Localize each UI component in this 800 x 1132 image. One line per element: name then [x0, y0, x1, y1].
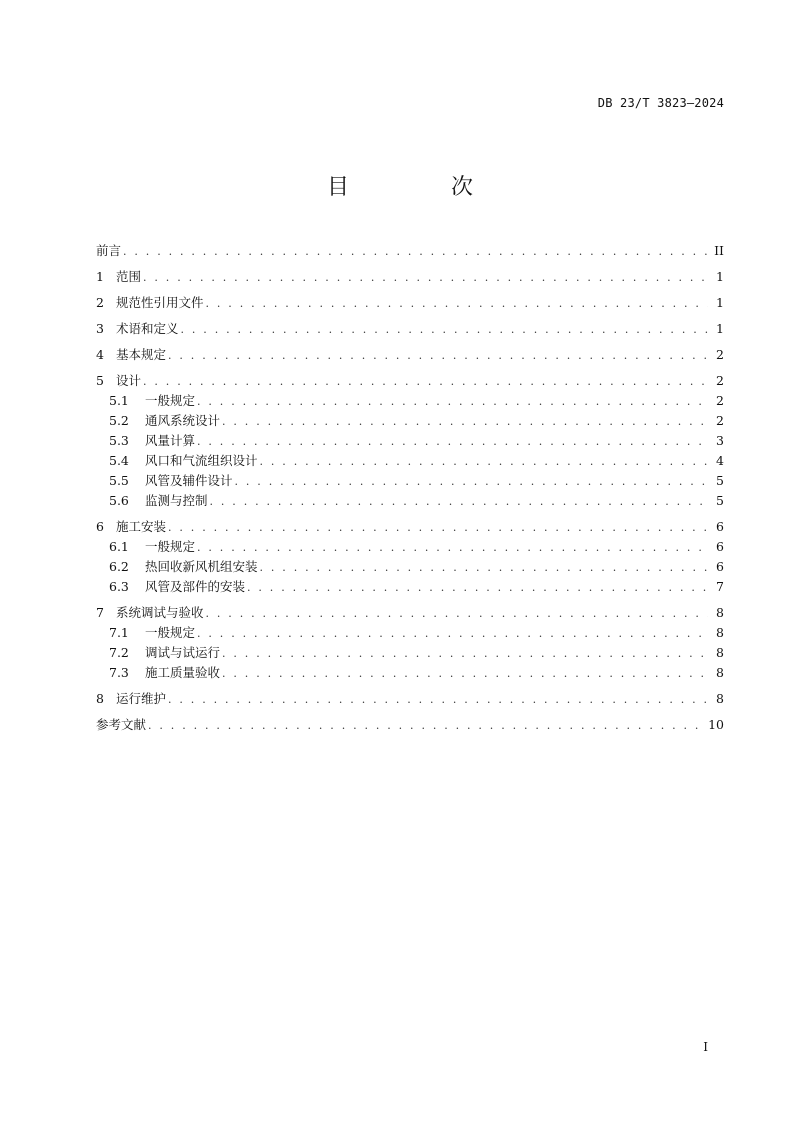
toc-entry-number: 7.1 [109, 625, 129, 640]
toc-entry-number: 7.2 [109, 645, 129, 660]
toc-entry-page: 2 [716, 393, 724, 408]
toc-entry-page: 8 [716, 605, 724, 620]
toc-entry-page: 6 [716, 519, 724, 534]
toc-entry-title: 施工质量验收 [145, 665, 221, 680]
toc-entry[interactable] [96, 471, 724, 491]
toc-leader-dots [123, 242, 708, 262]
toc-entry-number: 6.3 [109, 579, 129, 594]
toc-leader-dots [181, 320, 708, 340]
toc-entry-number: 5.5 [109, 473, 129, 488]
toc-entry-title: 调试与试运行 [145, 645, 221, 660]
toc-entry[interactable] [96, 431, 724, 451]
toc-entry-number: 5.6 [109, 493, 129, 508]
toc-entry-title: 通风系统设计 [145, 413, 221, 428]
toc-leader-dots [260, 558, 708, 578]
toc-entry-title: 风量计算 [145, 433, 196, 448]
toc-entry[interactable] [96, 689, 724, 709]
toc-entry[interactable] [96, 267, 724, 287]
toc-entry[interactable] [96, 451, 724, 471]
toc-entry-title: 设计 [116, 373, 142, 388]
toc-entry-page: 2 [716, 373, 724, 388]
toc-entry[interactable] [96, 293, 724, 313]
toc-leader-dots [197, 392, 708, 412]
toc-entry-title: 前言 [96, 243, 122, 258]
toc-entry-page: 1 [716, 295, 724, 310]
toc-entry-title: 术语和定义 [116, 321, 179, 336]
toc-entry-number: 6 [96, 519, 104, 534]
toc-leader-dots [206, 294, 708, 314]
toc-entry-page: 5 [716, 493, 724, 508]
toc-entry[interactable] [96, 391, 724, 411]
toc-entry-title: 一般规定 [145, 625, 196, 640]
toc-entry-title: 基本规定 [116, 347, 167, 362]
toc-entry[interactable] [96, 491, 724, 511]
toc-entry[interactable] [96, 345, 724, 365]
toc-entry-number: 5.4 [109, 453, 129, 468]
toc-entry[interactable] [96, 537, 724, 557]
toc-entry-number: 4 [96, 347, 104, 362]
toc-entry[interactable] [96, 241, 724, 261]
toc-entry-page: 8 [716, 625, 724, 640]
toc-entry-page: 2 [716, 347, 724, 362]
toc-leader-dots [247, 578, 708, 598]
toc-entry-page: 1 [716, 321, 724, 336]
toc-leader-dots [148, 716, 702, 736]
toc-entry-title: 风口和气流组织设计 [145, 453, 258, 468]
toc-entry-title: 风管及辅件设计 [145, 473, 233, 488]
toc-leader-dots [168, 346, 708, 366]
table-of-contents [96, 241, 724, 735]
toc-entry-number: 5.1 [109, 393, 129, 408]
toc-entry-title: 规范性引用文件 [116, 295, 204, 310]
toc-leader-dots [206, 604, 708, 624]
toc-entry-page: 4 [716, 453, 724, 468]
toc-leader-dots [235, 472, 708, 492]
toc-entry-title: 风管及部件的安装 [145, 579, 246, 594]
toc-entry-number: 5.3 [109, 433, 129, 448]
toc-entry-title: 范围 [116, 269, 142, 284]
toc-entry-title: 热回收新风机组安装 [145, 559, 258, 574]
toc-leader-dots [222, 412, 708, 432]
toc-entry-page: 3 [716, 433, 724, 448]
toc-entry-page: 10 [708, 717, 724, 732]
toc-entry-number: 7 [96, 605, 104, 620]
toc-entry[interactable] [96, 371, 724, 391]
toc-entry-number: 6.2 [109, 559, 129, 574]
toc-leader-dots [197, 432, 708, 452]
toc-entry-page: II [714, 243, 724, 258]
toc-leader-dots [143, 372, 708, 392]
toc-entry[interactable] [96, 623, 724, 643]
toc-leader-dots [168, 690, 708, 710]
toc-leader-dots [260, 452, 708, 472]
toc-leader-dots [222, 664, 708, 684]
toc-entry-title: 运行维护 [116, 691, 167, 706]
page-number: I [703, 1040, 708, 1054]
toc-entry-title: 一般规定 [145, 393, 196, 408]
toc-entry-title: 监测与控制 [145, 493, 208, 508]
toc-entry-number: 5.2 [109, 413, 129, 428]
toc-entry-number: 5 [96, 373, 104, 388]
toc-entry[interactable] [96, 715, 724, 735]
toc-entry-page: 7 [716, 579, 724, 594]
toc-entry-page: 8 [716, 665, 724, 680]
toc-leader-dots [143, 268, 708, 288]
toc-entry-page: 8 [716, 645, 724, 660]
toc-leader-dots [210, 492, 708, 512]
toc-entry-page: 1 [716, 269, 724, 284]
toc-entry[interactable] [96, 517, 724, 537]
toc-leader-dots [222, 644, 708, 664]
toc-entry-number: 6.1 [109, 539, 129, 554]
toc-entry-page: 2 [716, 413, 724, 428]
toc-entry-title: 施工安装 [116, 519, 167, 534]
toc-leader-dots [168, 518, 708, 538]
toc-entry-number: 7.3 [109, 665, 129, 680]
toc-entry-page: 8 [716, 691, 724, 706]
toc-entry-page: 6 [716, 539, 724, 554]
toc-entry[interactable] [96, 643, 724, 663]
toc-entry-number: 2 [96, 295, 104, 310]
toc-leader-dots [197, 538, 708, 558]
toc-entry-number: 8 [96, 691, 104, 706]
toc-entry[interactable] [96, 577, 724, 597]
toc-entry-title: 一般规定 [145, 539, 196, 554]
toc-entry-number: 3 [96, 321, 104, 336]
toc-entry-number: 1 [96, 269, 104, 284]
toc-entry-title: 系统调试与验收 [116, 605, 204, 620]
toc-entry[interactable] [96, 411, 724, 431]
toc-entry-title: 参考文献 [96, 717, 147, 732]
toc-leader-dots [197, 624, 708, 644]
toc-entry-page: 6 [716, 559, 724, 574]
toc-entry[interactable] [96, 663, 724, 683]
toc-entry[interactable] [96, 557, 724, 577]
toc-entry[interactable] [96, 319, 724, 339]
toc-entry[interactable] [96, 603, 724, 623]
toc-entry-page: 5 [716, 473, 724, 488]
toc-title: 目 次 [326, 175, 513, 200]
document-code: DB 23/T 3823—2024 [597, 96, 724, 110]
